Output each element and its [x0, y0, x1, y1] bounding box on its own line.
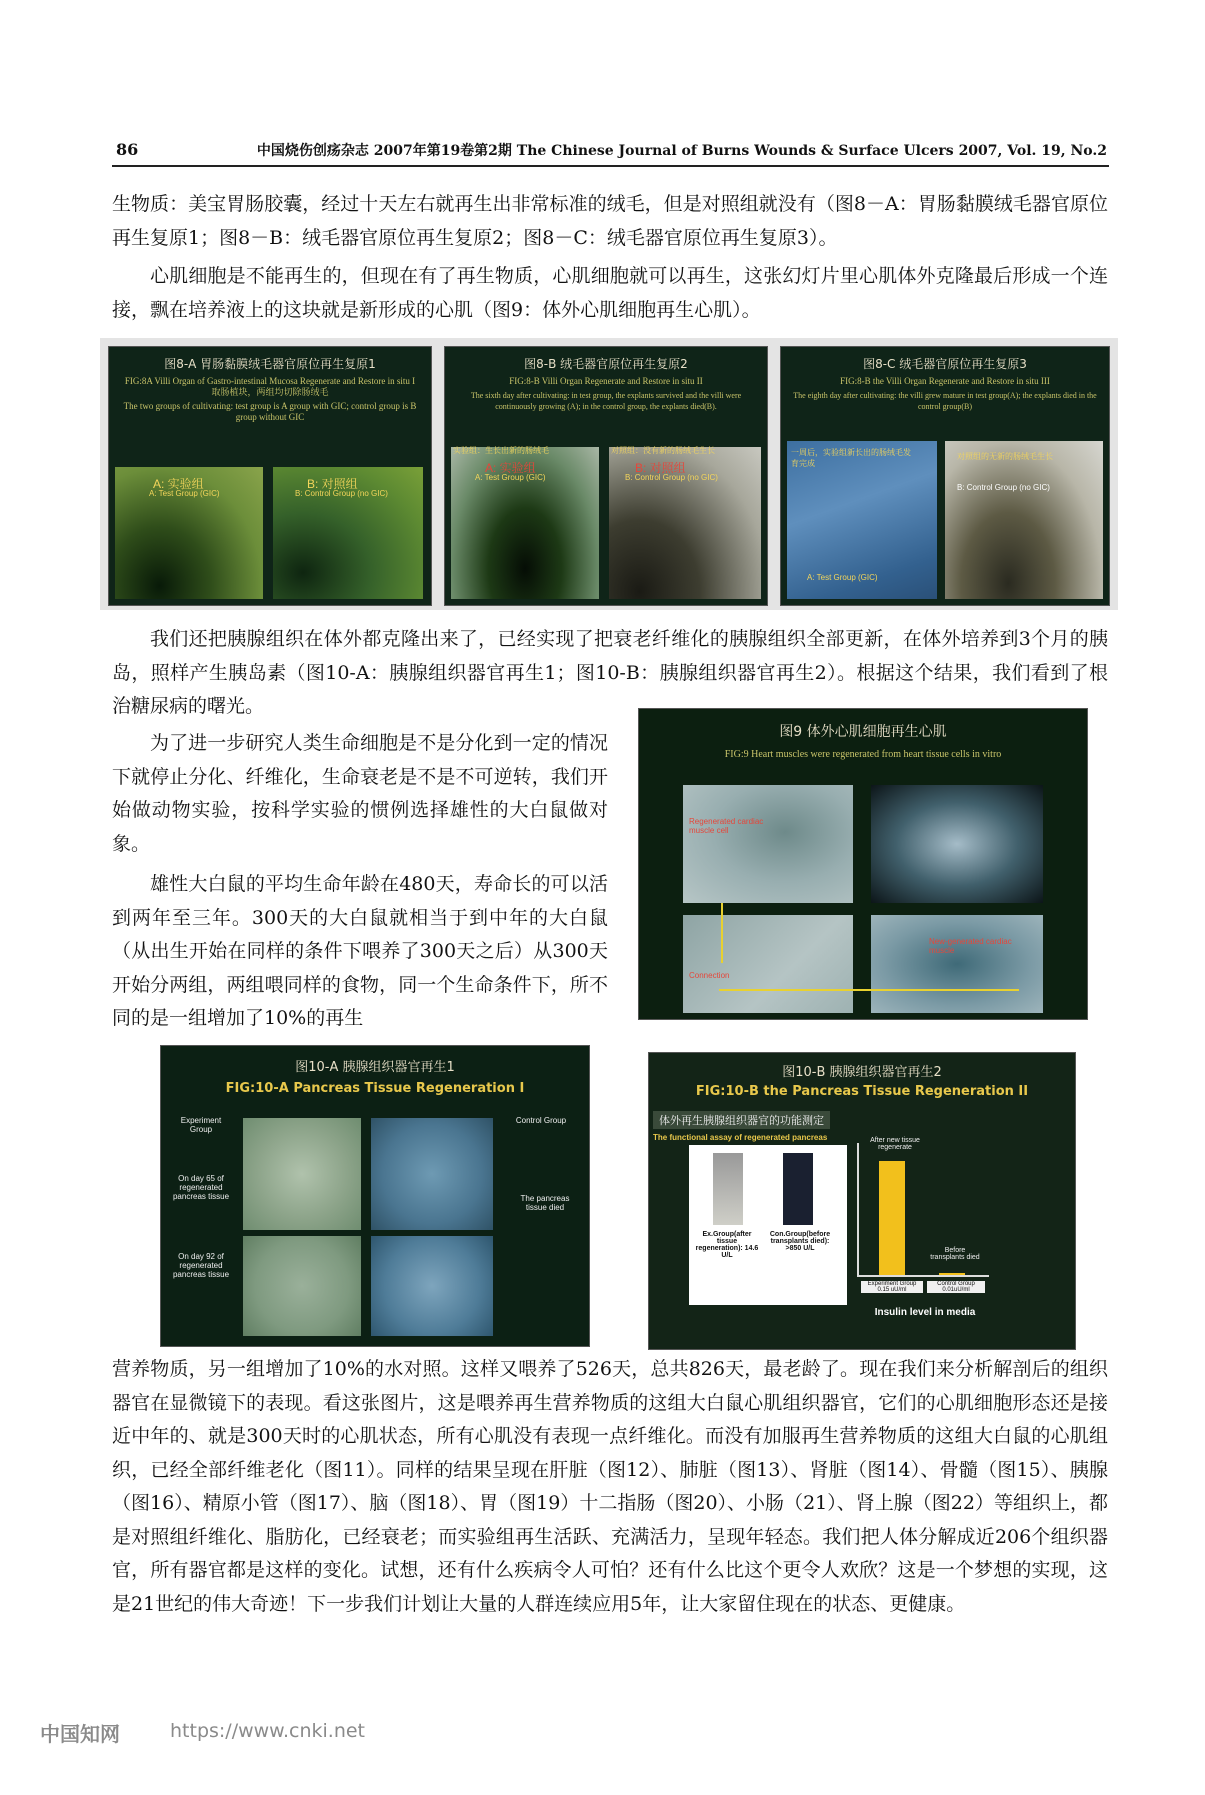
figure-10a-day65: On day 65 of regenerated pancreas tissue: [172, 1174, 230, 1201]
figure-8c-title: 图8-C 绒毛器官原位再生复原3: [863, 357, 1027, 371]
figure-8b-note: The sixth day after cultivating: in test group, the explants survived and the villi were continuously growing (A); in the control group, the explants died(B).: [470, 391, 742, 411]
paragraph-1: [112, 188, 1108, 255]
figure-9-label-regenerated: Regenerated cardiac muscle cell: [689, 817, 764, 835]
paragraph-1-text: 生物质：美宝胃肠胶囊，经过十天左右就再生出非常标准的绒毛，但是对照组就没有（图8－A：胃肠黏膜绒毛器官原位再生复原1；图8－B：绒毛器官原位再生复原2；图8－C：绒毛器官原位再生复原3）。: [112, 193, 1108, 249]
figure-9: [638, 708, 1088, 1020]
paragraph-4: [112, 727, 608, 861]
figure-8b-label-a: A: 实验组: [485, 461, 536, 475]
figure-8a-label-b: B: 对照组: [307, 477, 358, 491]
paragraph-6: [112, 1353, 1108, 1621]
figure-10a-ctrl-label: Control Group: [515, 1116, 567, 1125]
figure-10b-tube-ex: [713, 1153, 743, 1225]
figure-9-photo-3: [683, 915, 853, 1013]
figure-10b-insulin-label: Insulin level in media: [874, 1307, 976, 1318]
figure-10b-con-value: Con.Group(before transplants died): >850 U/L: [769, 1231, 831, 1252]
figure-8a-note-cn: 取肠植块，两组均切除肠绒毛: [211, 387, 329, 397]
figure-9-label-new: New-generated cardiac muscle: [929, 937, 1012, 955]
figure-10a-photo-ctrl65: [371, 1118, 493, 1230]
figure-10a-day92: On day 92 of regenerated pancreas tissue: [172, 1252, 230, 1279]
figure-10b-cn: 体外再生胰腺组织器官的功能测定: [653, 1111, 830, 1129]
figure-8c-note: The eighth day after cultivating: the villi grew mature in test group(A); the explants died in the control group(B): [793, 391, 1097, 411]
figure-10a-photo-exp92: [243, 1236, 361, 1336]
figure-10a-photo-exp65: [243, 1118, 361, 1230]
figure-10b-ctrl-value: Control Group 0.01uU/ml: [927, 1281, 985, 1293]
figure-10b-title: 图10-B 胰腺组织器官再生2: [782, 1065, 942, 1080]
figure-8b-label-b: B: 对照组: [635, 461, 686, 475]
cnki-url[interactable]: https://www.cnki.net: [170, 1720, 366, 1742]
figure-10b-y-axis: [857, 1143, 859, 1275]
page-number: 86: [116, 140, 139, 159]
figure-8b-label-b-en: B: Control Group (no GIC): [625, 473, 718, 482]
figure-8b-cn-a: 实验组：生长出新的肠绒毛: [453, 446, 549, 455]
figure-10b: [648, 1052, 1076, 1350]
figure-10a: [160, 1045, 590, 1347]
figure-8a-subtitle: FIG:8A Villi Organ of Gastro-intestinal Mucosa Regenerate and Restore in situ I: [124, 376, 416, 386]
figure-8c-cn-a: 一周后，实验组新长出的肠绒毛发育完成: [791, 448, 911, 468]
figure-8c-photo-b: [945, 441, 1103, 599]
figure-8a-title: 图8-A 胃肠黏膜绒毛器官原位再生复原1: [164, 357, 376, 371]
figure-8b-cn-b: 对照组：没有新的肠绒毛生长: [611, 446, 715, 455]
figure-8c-subtitle: FIG:8-B the Villi Organ Regenerate and Restore in situ III: [840, 376, 1050, 386]
figure-8b: [444, 346, 768, 606]
figure-9-photo-1: [683, 785, 853, 903]
paragraph-3-text: 我们还把胰腺组织在体外都克隆出来了，已经实现了把衰老纤维化的胰腺组织全部更新，在体外培养到3个月的胰岛，照样产生胰岛素（图10-A：胰腺组织器官再生1；图10-B：胰腺组织器官再生2）。根据这个结果，我们看到了根治糖尿病的曙光。: [112, 628, 1108, 717]
figure-10a-exp-label: Experiment Group: [180, 1116, 222, 1134]
running-header: 中国烧伤创疡杂志 2007年第19卷第2期 The Chinese Journal of Burns Wounds & Surface Ulcers 2007, Vol. 19, No.2: [256, 143, 1107, 159]
figure-8b-title: 图8-B 绒毛器官原位再生复原2: [524, 357, 688, 371]
figure-8a-label-a: A: 实验组: [153, 477, 204, 491]
figure-9-title: 图9 体外心肌细胞再生心肌: [779, 724, 947, 740]
figure-10a-died: The pancreas tissue died: [520, 1194, 570, 1212]
figure-10b-assay: The functional assay of regenerated pancreas: [653, 1133, 828, 1142]
figure-9-arrow-line: [721, 903, 723, 963]
figure-10b-subtitle: FIG:10-B the Pancreas Tissue Regeneration II: [695, 1084, 1029, 1099]
figure-8c-cn-b: 对照组的无新的肠绒毛生长: [957, 452, 1053, 461]
figure-8b-label-a-en: A: Test Group (GIC): [475, 473, 546, 482]
figure-8a-note-en: The two groups of cultivating: test group is A group with GIC; control group is B group without GIC: [123, 401, 417, 422]
figure-9-label-connection: Connection: [689, 971, 730, 980]
figure-9-connector-line: [719, 989, 1019, 991]
figure-8a-label-a-en: A: Test Group (GIC): [149, 489, 220, 498]
figure-10b-before-label: Before transplants died: [930, 1247, 980, 1261]
cnki-logo: 中国知网: [40, 1722, 120, 1746]
figure-10b-ex-value: Ex.Group(after tissue regeneration): 14.6 U/L: [695, 1231, 759, 1259]
figure-10b-x-axis: [857, 1275, 989, 1277]
paragraph-4-text: 为了进一步研究人类生命细胞是不是分化到一定的情况下就停止分化、纤维化，生命衰老是不是不可逆转，我们开始做动物实验，按科学实验的惯例选择雄性的大白鼠做对象。: [112, 732, 608, 855]
figure-9-subtitle: FIG:9 Heart muscles were regenerated from heart tissue cells in vitro: [724, 749, 1002, 760]
figure-10b-bar-control: [939, 1273, 965, 1275]
figure-10b-after-label: After new tissue regenerate: [870, 1137, 920, 1151]
figure-10b-tube-con: [783, 1153, 813, 1225]
figure-10b-exp-value: Experiment Group 0.15 uU/ml: [861, 1281, 923, 1293]
header-rule: [112, 165, 1109, 167]
figure-8b-subtitle: FIG:8-B Villi Organ Regenerate and Restore in situ II: [509, 376, 703, 386]
paragraph-2: [112, 260, 1108, 327]
figure-10a-subtitle: FIG:10-A Pancreas Tissue Regeneration I: [225, 1081, 525, 1096]
paragraph-5-text: 雄性大白鼠的平均生命年龄在480天，寿命长的可以活到两年至三年。300天的大白鼠就相当于到中年的大白鼠（从出生开始在同样的条件下喂养了300天之后）从300天开始分两组，两组喂同样的食物，同一个生命条件下，所不同的是一组增加了10%的再生: [112, 873, 608, 1029]
figure-9-photo-2: [871, 785, 1043, 903]
figure-8c-label-b-en: B: Control Group (no GIC): [957, 483, 1050, 492]
figure-8c-label-a-en: A: Test Group (GIC): [807, 573, 878, 582]
figure-10b-bar-experiment: [879, 1161, 905, 1275]
figure-8c: [780, 346, 1110, 606]
figure-9-photo-4: [871, 915, 1043, 1013]
figure-10b-amylase-label: Amylopsin level in media: [708, 1277, 828, 1288]
paragraph-2-text: 心肌细胞是不能再生的，但现在有了再生物质，心肌细胞就可以再生，这张幻灯片里心肌体外克隆最后形成一个连接，飘在培养液上的这块就是新形成的心肌（图9：体外心肌细胞再生心肌）。: [112, 265, 1108, 321]
figure-10a-photo-ctrl92: [371, 1236, 493, 1336]
figure-8a: [108, 346, 432, 606]
paragraph-5: [112, 868, 608, 1036]
figure-10a-title: 图10-A 胰腺组织器官再生1: [295, 1060, 455, 1075]
figure-8a-label-b-en: B: Control Group (no GIC): [295, 489, 388, 498]
paragraph-6-text: 营养物质，另一组增加了10%的水对照。这样又喂养了526天，总共826天，最老龄了。现在我们来分析解剖后的组织器官在显微镜下的表现。看这张图片，这是喂养再生营养物质的这组大白鼠心肌组织器官，它们的心肌细胞形态还是接近中年的、就是300天时的心肌状态，所有心肌没有表现一点纤维化。而没有加服再生营养物质的这组大白鼠的心肌组织，已经全部纤维老化（图11）。同样的结果呈现在肝脏（图12）、肺脏（图13）、肾脏（图14）、骨髓（图15）、胰腺（图16）、精原小管（图17）、脑（图18）、胃（图19）十二指肠（图20）、小肠（21）、肾上腺（图22）等组织上，都是对照组纤维化、脂肪化，已经衰老；而实验组再生活跃、充满活力，呈现年轻态。我们把人体分解成近206个组织器官，所有器官都是这样的变化。试想，还有什么疾病令人可怕？还有什么比这个更令人欢欣？这是一个梦想的实现，这是21世纪的伟大奇迹！下一步我们计划让大量的人群连续应用5年，让大家留住现在的状态、更健康。: [112, 1358, 1108, 1615]
